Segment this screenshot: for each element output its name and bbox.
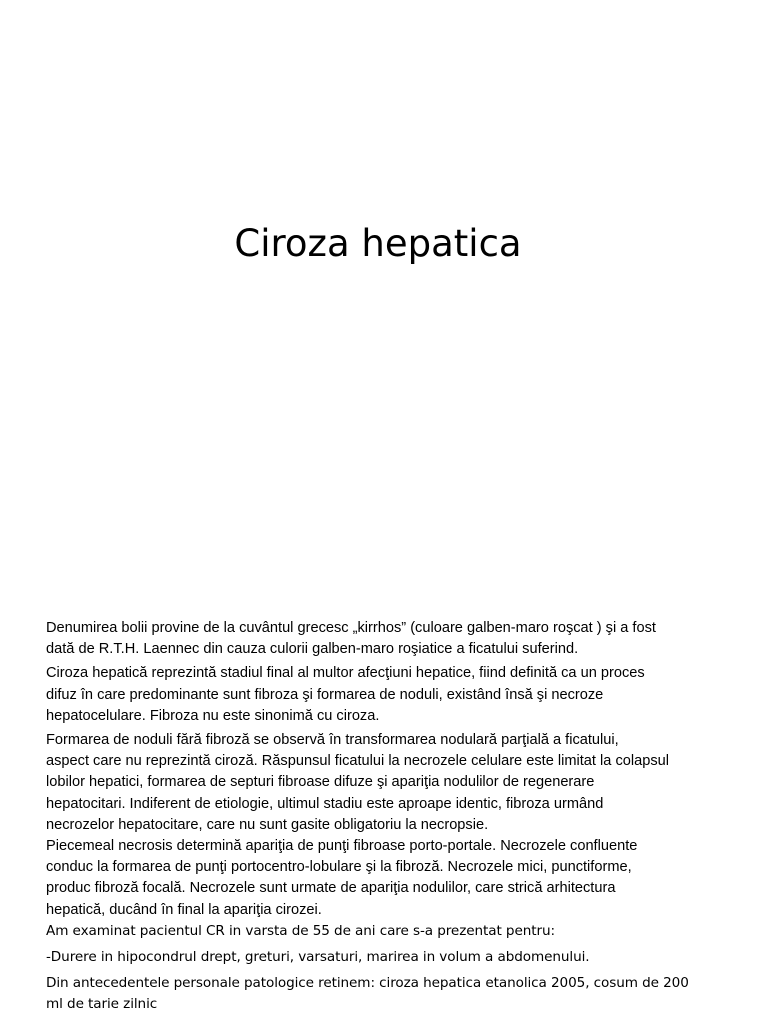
document-body (46, 618, 730, 1016)
paragraph-line: Formarea de noduli fără fibroză se observă în transformarea nodulară parţială a ficatului, (46, 732, 619, 749)
document-title: Ciroza hepatica (234, 222, 522, 265)
paragraph-line: produc fibroză focală. Necrozele sunt urmate de apariţia nodulilor, care strică arhitectura (46, 880, 616, 897)
paragraph-line: difuz în care predominante sunt fibroza şi formarea de noduli, existând însă şi necroze (46, 686, 604, 703)
paragraph-line: necrozelor hepatocitare, care nu sunt gasite obligatoriu la necropsie. (46, 816, 489, 833)
paragraph-line: Ciroza hepatică reprezintă stadiul final al multor afecţiuni hepatice, fiind definită ca un proces (46, 665, 645, 682)
paragraph-line: Denumirea bolii provine de la cuvântul grecesc „kirrhos” (culoare galben-maro roşcat ) şi a fost (46, 620, 656, 636)
paragraph-line: Am examinat pacientul CR in varsta de 55 de ani care s-a prezentat pentru: (46, 922, 555, 939)
paragraph-line: -Durere in hipocondrul drept, greturi, varsaturi, marirea in volum a abdomenului. (46, 949, 590, 966)
paragraph-line: aspect care nu reprezintă ciroză. Răspunsul ficatului la necrozele celulare este limitat la colapsul (46, 753, 669, 770)
paragraph-line: hepatică, ducând în final la apariţia cirozei. (46, 901, 322, 918)
paragraph-line: hepatocelulare. Fibroza nu este sinonimă cu ciroza. (46, 707, 380, 724)
paragraph-line: Din antecedentele personale patologice retinem: ciroza hepatica etanolica 2005, cosum de 200 (46, 975, 689, 992)
paragraph-line: conduc la formarea de punţi portocentro-lobulare şi la fibroză. Necrozele mici, punctiforme, (46, 859, 632, 876)
paragraph-line: dată de R.T.H. Laennec din cauza culorii galben-maro roşiatice a ficatului suferind. (46, 641, 579, 658)
paragraph-line: ml de tarie zilnic (46, 996, 158, 1013)
paragraph-line: Piecemeal necrosis determină apariţia de punţi fibroase porto-portale. Necrozele confluente (46, 838, 638, 855)
paragraph-line: hepatocitari. Indiferent de etiologie, ultimul stadiu este aproape identic, fibroza urmând (46, 795, 604, 812)
paragraph-line: lobilor hepatici, formarea de septuri fibroase difuze şi apariţia nodulilor de regenerare (46, 774, 595, 791)
